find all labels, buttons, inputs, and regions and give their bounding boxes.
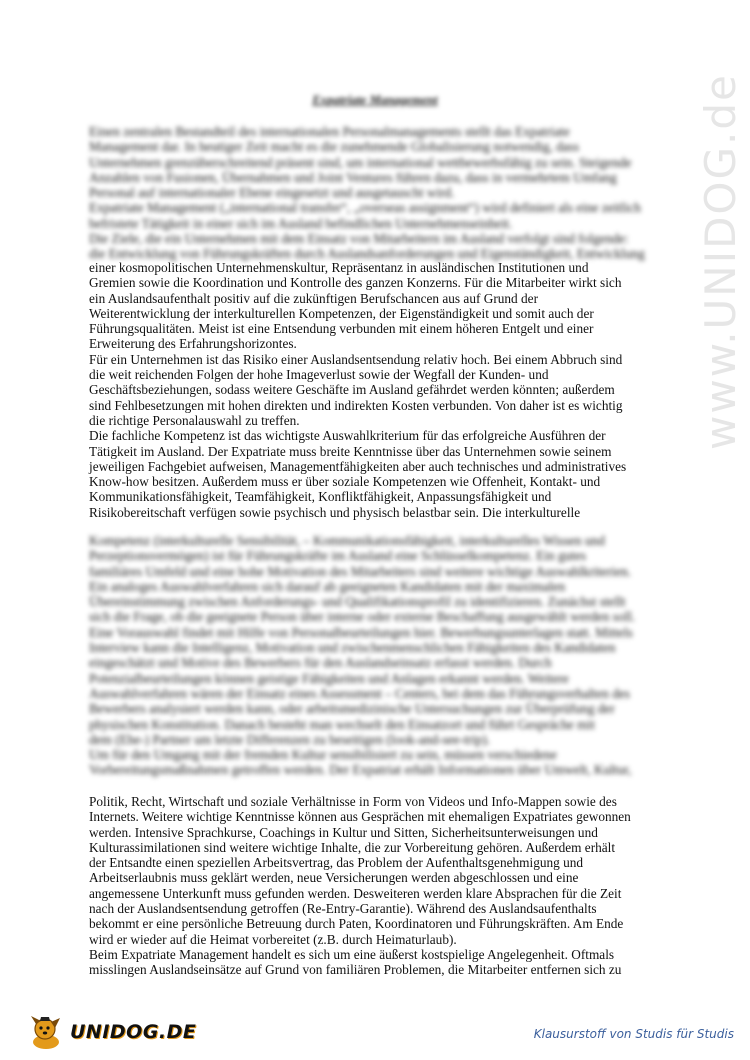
footer-tagline: Klausurstoff von Studis für Studis	[533, 1027, 734, 1041]
text-line: die weit reichenden Folgen der hohe Imageverlust sowie der Wegfall der Kunden- und	[89, 367, 549, 383]
unidog-logo[interactable]	[28, 1012, 196, 1052]
text-line: Risikobereitschaft verfügen sowie psychisch und physisch belastbar sein. Die interkulturelle	[89, 504, 581, 520]
text-line: Kommunikationsfähigkeit, Teamfähigkeit, Konfliktfähigkeit, Anpassungsfähigkeit und	[89, 489, 552, 505]
text-line: einer kosmopolitischen Unternehmenskultur, Repräsentanz in ausländischen Institutionen und	[89, 260, 589, 275]
blurred-paragraph-top	[89, 124, 689, 262]
text-line: Politik, Recht, Wirtschaft und soziale Verhältnisse in Form von Videos und Info-Mappen sowie des	[89, 794, 617, 809]
text-line: befristete Tätigkeit in einer sich im Ausland befindlichen Unternehmenseinheit.	[89, 215, 513, 231]
document-title: Expatriate Management	[312, 93, 438, 107]
text-line: Übereinstimmung zwischen Anforderungs- und Qualifikationsprofil zu identifizieren. Zunächst stellt	[89, 594, 626, 610]
logo-text: UNIDOG.DE	[70, 1021, 197, 1043]
watermark: www.UNIDOG.de	[696, 73, 745, 450]
text-line: Weiterentwicklung der interkulturellen Kompetenzen, der Eigenständigkeit und somit auch der	[89, 305, 594, 321]
text-line: bekommt er eine persönliche Betreuung durch Paten, Koordinatoren und Führungskräften. Am Ende	[89, 916, 624, 932]
text-line: dem (Ehe-) Partner um letzte Differenzen zu beseitigen (look-and-see-trip).	[89, 731, 491, 747]
text-line: nach der Auslandsentsendung getroffen (Re-Entry-Garantie). Während des Auslandsaufenthalts	[89, 901, 597, 917]
text-line: Die Ziele, die ein Unternehmen mit dem Einsatz von Mitarbeitern im Ausland verfolgt sind folgende:	[89, 231, 629, 247]
text-line: Für ein Unternehmen ist das Risiko einer Auslandsentsendung relativ hoch. Bei einem Abbruch sind	[89, 351, 623, 367]
text-line: familiäres Umfeld und eine hohe Motivation des Mitarbeiters sind weitere wichtige Auswahlkriterien.	[89, 563, 632, 579]
text-line: Tätigkeit im Ausland. Der Expatriate muss breite Kenntnisse über das Unternehmen sowie seinem	[89, 443, 612, 459]
text-line: Einen zentralen Bestandteil des internationalen Personalmanagements stellt das Expatriate	[89, 124, 570, 139]
visible-paragraph-bottom	[89, 794, 689, 978]
text-line: Kulturassimilationen sind weitere wichtige Inhalte, die zur Vorbereitung gehören. Außerdem erhält	[89, 839, 616, 855]
text-line: Arbeitserlaubnis muss geklärt werden, neue Versicherungen werden abgeschlossen und eine	[89, 870, 579, 886]
text-line: Eine Vorauswahl findet mit Hilfe von Personalbeurteilungen hier. Bewerbungsunterlagen statt. Mittels	[89, 624, 633, 640]
text-line: jeweiligen Fachgebiet aufweisen, Managementfähigkeiten aber auch technisches und administratives	[89, 458, 627, 474]
text-line: Erweiterung des Erfahrungshorizontes.	[89, 336, 297, 352]
text-line: sind Fehlbesetzungen mit hohen direkten und indirekten Kosten verbunden. Von daher ist es wichtig	[89, 397, 623, 413]
text-line: der Entsandte einen speziellen Arbeitsvertrag, das Problem der Aufenthaltsgenehmigung und	[89, 855, 584, 871]
text-line: die richtige Personalauswahl zu treffen.	[89, 412, 300, 428]
text-line: Anzahlen von Fusionen, Übernahmen und Joint Ventures führen dazu, dass in vermehrtem Umfang	[89, 169, 617, 185]
text-line: wird er wieder auf die Heimat vorbereitet (z.B. durch Heimaturlaub).	[89, 931, 457, 947]
text-line: Geschäftsbeziehungen, sodass weitere Geschäfte im Ausland gefährdet werden könnten; außerdem	[89, 382, 615, 398]
text-line: eingeschätzt und Motive des Bewerbers für den Auslandseinsatz erfasst werden. Durch	[89, 655, 552, 671]
text-line: Expatriate Management („international transfer“, „overseas assignment“) wird definiert als eine zeitlich	[89, 200, 641, 216]
text-line: Gremien sowie die Koordination und Kontrolle des ganzen Konzerns. Für die Mitarbeiter wirkt sich	[89, 275, 622, 291]
text-line: Unternehmen grenzüberschreitend präsent sind, um international wettbewerbsfähig zu sein. Steigende	[89, 154, 632, 170]
text-line: Ein analoges Auswahlverfahren sich darauf ab geeigneten Kandidaten mit der maximalen	[89, 578, 566, 594]
text-line: Know-how besitzen. Außerdem muss er über soziale Kompetenzen wie Offenheit, Kontakt- und	[89, 474, 601, 490]
text-line: Interview kann die Intelligenz, Motivation und zwischenmenschlichen Fähigkeiten des Kandidaten	[89, 640, 616, 656]
text-line: misslingen Auslandseinsätze auf Grund von familiären Problemen, die Mitarbeiter entfernen sich zu	[89, 962, 622, 978]
text-line: Management dar. In heutiger Zeit macht es die zunehmende Globalisierung notwendig, dass	[89, 139, 579, 155]
text-line: die Entwicklung von Führungskräften durch Auslandsanforderungen und Eigenständigkeit, Entwicklung	[89, 246, 645, 262]
text-line: angemessene Unterkunft muss gefunden werden. Desweiteren werden klare Absprachen für die Zeit	[89, 885, 622, 901]
text-line: Potenzialbeurteilungen können geistige Fähigkeiten und Anlagen erkannt werden. Weitere	[89, 670, 569, 686]
blurred-paragraph-middle	[89, 533, 689, 778]
text-line: Personal auf internationaler Ebene eingesetzt und ausgetauscht wird.	[89, 185, 455, 201]
text-line: Bewerbers analysiert werden kann, oder arbeitsmedizinische Untersuchungen zur Überprüfung der	[89, 701, 615, 717]
text-line: physischen Konstitution. Danach besteht man wechselt den Einsatzort und führt Gespräche mit	[89, 716, 595, 732]
text-line: Internets. Weitere wichtige Kenntnisse können aus Gesprächen mit ehemaligen Expatriates gewonnen	[89, 809, 631, 825]
text-line: Vorbereitungsmaßnahmen getroffen werden. Der Expatriat erhält Informationen über Umwelt, Kultur,	[89, 762, 632, 778]
text-line: Führungsqualitäten. Meist ist eine Entsendung verbunden mit einem höheren Entgelt und einer	[89, 321, 594, 337]
text-line: werden. Intensive Sprachkurse, Coachings in Kultur und Sitten, Sicherheitsunterweisungen und	[89, 824, 598, 840]
text-line: Auswahlverfahren wären der Einsatz eines Assessment – Centers, bei dem das Führungsverhalten des	[89, 685, 630, 701]
text-line: Die fachliche Kompetenz ist das wichtigste Auswahlkriterium für das erfolgreiche Ausführen der	[89, 428, 606, 444]
text-line: Perzeptionsvermögen) ist für Führungskräfte im Ausland eine Schlüsselkompetenz. Ein gutes	[89, 548, 587, 564]
visible-paragraph-middle	[89, 260, 689, 520]
text-line: ein Auslandsaufenthalt positiv auf die zukünftigen Berufschancen aus auf Grund der	[89, 290, 539, 306]
text-line: Beim Expatriate Management handelt es sich um eine äußerst kostspielige Angelegenheit. Oftmals	[89, 946, 615, 962]
text-line: sich die Frage, ob die geeignete Person über interne oder externe Beschaffung ausgewählt werden soll.	[89, 609, 636, 625]
text-line: Um für den Umgang mit der fremden Kultur sensibilisiert zu sein, müssen verschiedene	[89, 747, 557, 763]
dog-mascot-icon	[28, 1012, 68, 1052]
text-line: Kompetenz (interkulturelle Sensibilität, – Kommunikationsfähigkeit, interkulturelles Wissen und	[89, 533, 605, 548]
